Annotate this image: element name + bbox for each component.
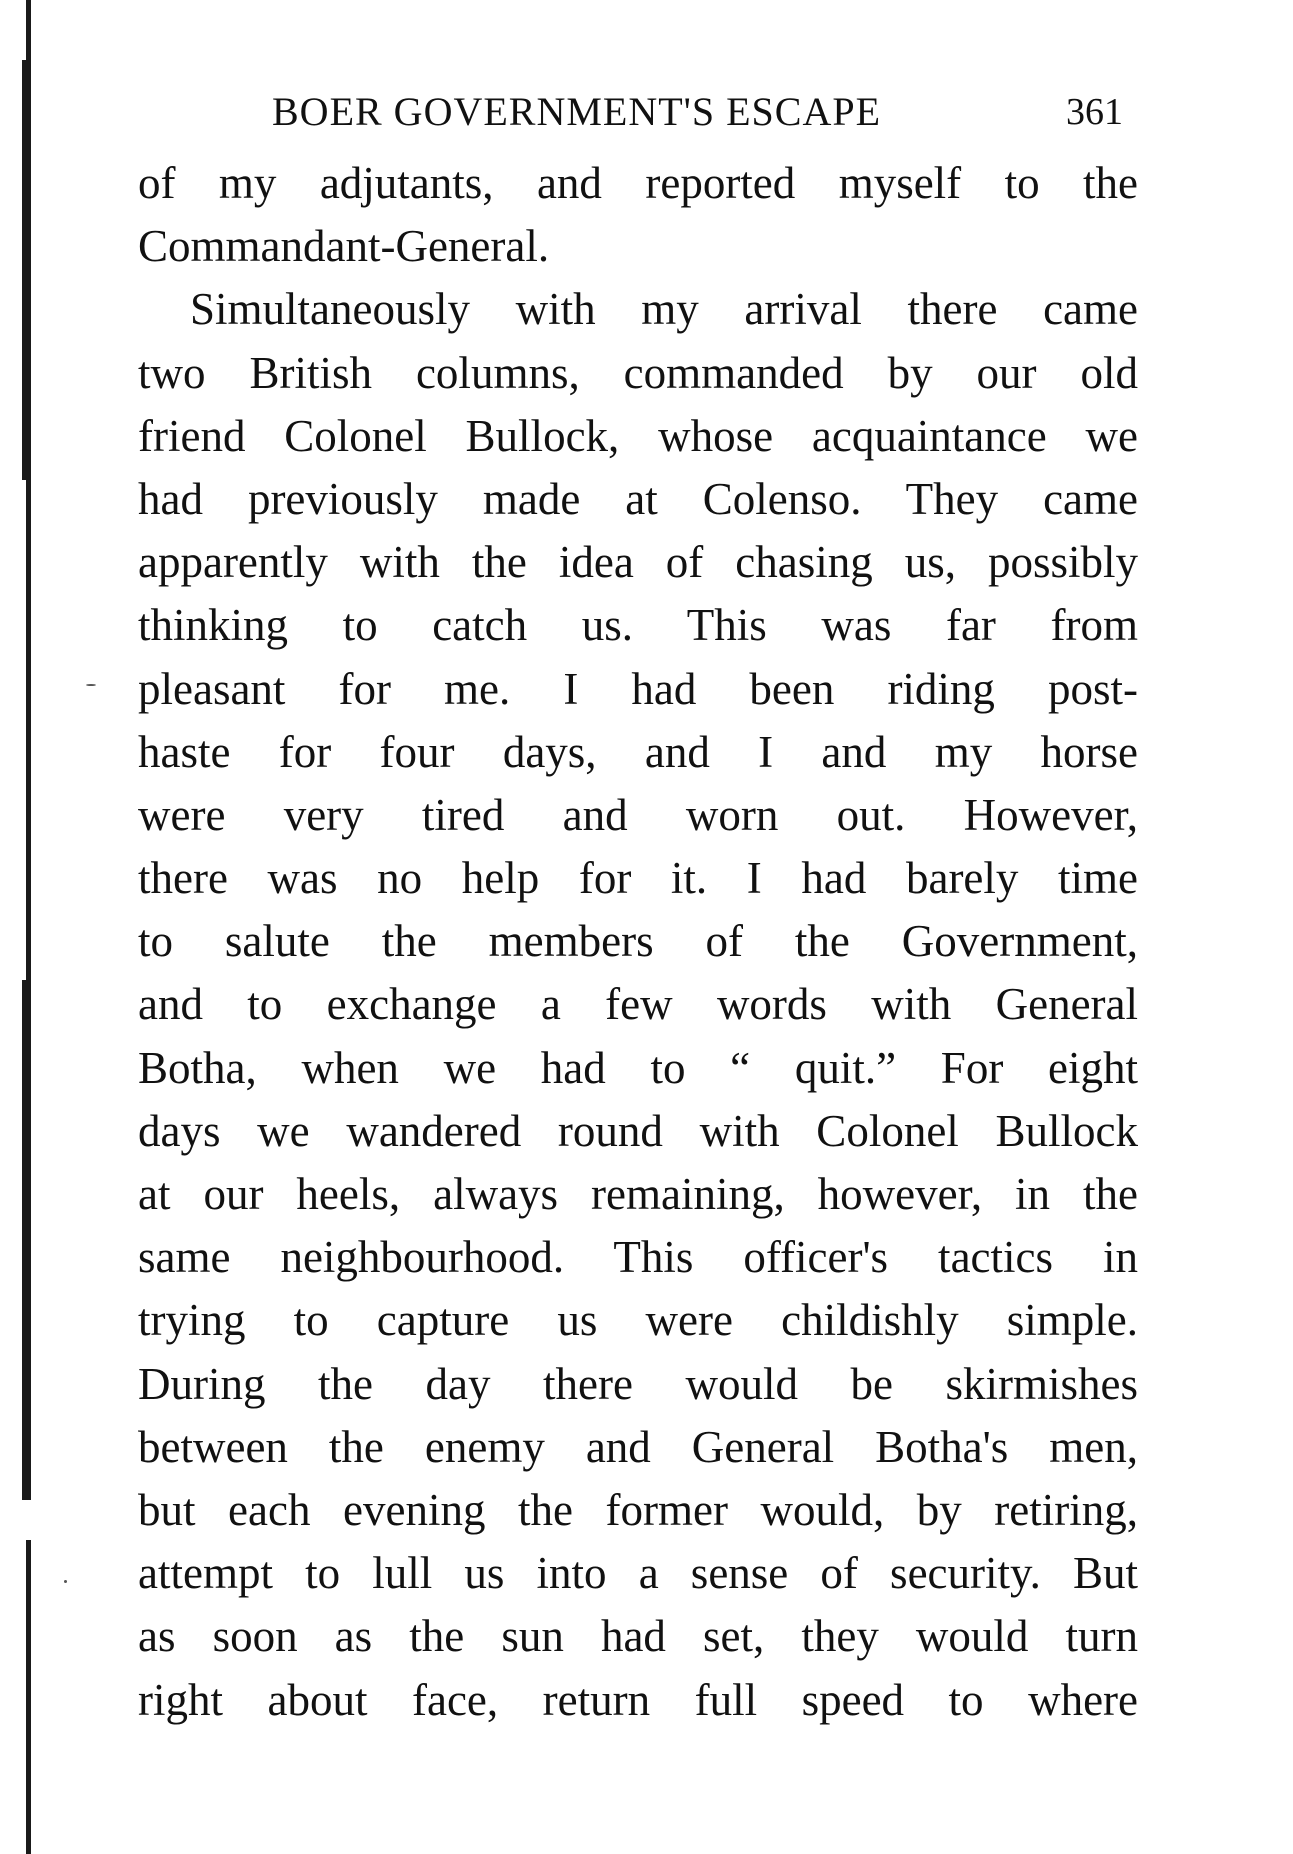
text-line: Simultaneously with my arrival there came [190,284,1138,335]
text-line: days we wandered round with Colonel Bullock [138,1105,1138,1156]
text-line: at our heels, always remaining, however, in the [138,1169,1138,1219]
body-text [138,152,1138,1732]
text-line: trying to capture us were childishly simple. [138,1295,1138,1346]
ink-speck [86,684,96,686]
text-line: but each evening the former would, by retiring, [138,1484,1138,1535]
page-number: 361 [1066,91,1123,133]
text-line: right about face, return full speed to where [138,1674,1138,1725]
text-line: had previously made at Colenso. They came [138,473,1138,524]
text-line: Botha, when we had to “ quit.” For eight [138,1042,1138,1093]
text-line: and to exchange a few words with General [138,979,1138,1030]
text-line: two British columns, commanded by our old [138,347,1138,398]
page-spine-gap [24,1500,33,1540]
text-line: attempt to lull us into a sense of security. But [138,1548,1138,1599]
text-line: pleasant for me. I had been riding post- [138,663,1138,714]
text-line: haste for four days, and I and my horse [138,726,1138,777]
text-line: were very tired and worn out. However, [138,789,1138,840]
text-line: Commandant-General. [138,221,550,272]
text-line: between the enemy and General Botha's men, [138,1421,1138,1472]
text-line: friend Colonel Bullock, whose acquaintance we [138,410,1138,461]
text-line: thinking to catch us. This was far from [138,600,1138,651]
running-title: BOER GOVERNMENT'S ESCAPE [272,89,882,134]
text-line: of my adjutants, and reported myself to the [138,158,1138,208]
text-line: During the day there would be skirmishes [138,1358,1138,1409]
ink-speck [64,1580,67,1583]
page-spine-shadow [22,980,31,1500]
text-line: apparently with the idea of chasing us, possibly [138,537,1138,588]
text-line: there was no help for it. I had barely time [138,853,1138,904]
text-line: as soon as the sun had set, they would turn [138,1611,1138,1662]
page-header [0,88,1293,144]
text-line: to salute the members of the Government, [138,916,1138,967]
text-line: same neighbourhood. This officer's tactics in [138,1232,1138,1283]
